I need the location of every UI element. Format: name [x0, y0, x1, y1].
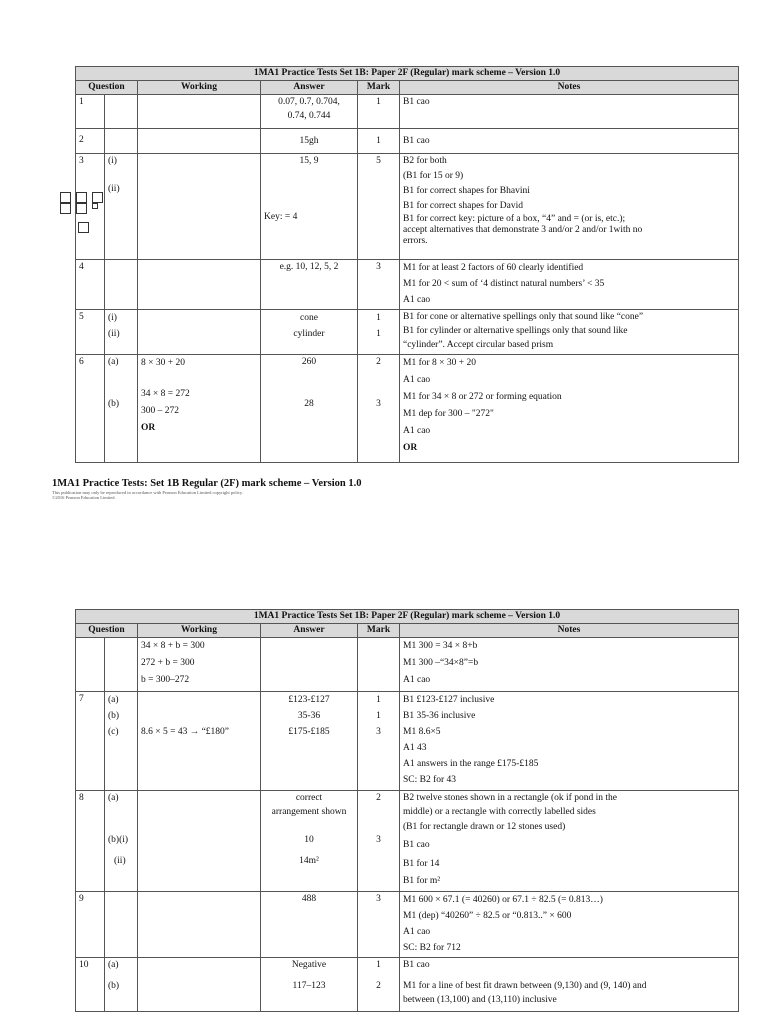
mark-cell: 3	[358, 260, 400, 310]
answer-cell: £123-£127 35-36 £175-£185	[261, 692, 358, 791]
mark-cell: 1 1 3	[358, 692, 400, 791]
sub-part-cell: (a) (b)(i) (ii)	[105, 791, 138, 892]
table-row-q3	[76, 154, 739, 260]
answer-cell: 15, 9 Key: = 4	[261, 154, 358, 260]
footer-copyright-year: ©2016 Pearson Education Limited.	[52, 495, 116, 500]
shape-box	[76, 192, 87, 203]
question-number: 5	[76, 310, 105, 355]
table-title: 1MA1 Practice Tests Set 1B: Paper 2F (Regular) mark scheme – Version 1.0	[76, 610, 739, 624]
answer-cell: Negative 117–123	[261, 958, 358, 1012]
answer-cell: correct arrangement shown 10 14m²	[261, 791, 358, 892]
sub-part-cell: (i) (ii)	[105, 154, 138, 260]
notes-cell: B1 for cone or alternative spellings only that sound like “cone” B1 for cylinder or alternative spellings only that sound like “cylinder”. Accept circular based prism	[400, 310, 739, 355]
notes-cell: M1 300 = 34 × 8+b M1 300 –“34×8”=b A1 cao	[400, 638, 739, 692]
mark-cell: 1 1	[358, 310, 400, 355]
table-row-q6	[76, 355, 739, 463]
sub-part-cell: (i) (ii)	[105, 310, 138, 355]
question-number: 7	[76, 692, 105, 791]
mark-cell: 3	[358, 892, 400, 958]
notes-cell: M1 600 × 67.1 (= 40260) or 67.1 ÷ 82.5 (= 0.813…) M1 (dep) “40260” ÷ 82.5 or “0.813..” × 600 A1 cao SC: B2 for 712	[400, 892, 739, 958]
answer-cell: 260 28	[261, 355, 358, 463]
table-header-row	[76, 81, 739, 95]
question-number: 1	[76, 95, 105, 129]
question-number: 4	[76, 260, 105, 310]
table-row-q7	[76, 692, 739, 791]
question-number: 9	[76, 892, 105, 958]
sub-part-cell: (a) (b)	[105, 958, 138, 1012]
header-working: Working	[138, 81, 261, 95]
mark-scheme-table-page1	[75, 66, 739, 463]
answer-cell: cone cylinder	[261, 310, 358, 355]
answer-cell: 15gh	[261, 129, 358, 154]
working-cell: 8 × 30 + 20 34 × 8 = 272 300 – 272 OR	[138, 355, 261, 463]
mark-cell: 2 3	[358, 791, 400, 892]
shape-box	[92, 192, 103, 203]
notes-cell: M1 for 8 × 30 + 20 A1 cao M1 for 34 × 8 or 272 or forming equation M1 dep for 300 – "272" A1 cao OR	[400, 355, 739, 463]
table-row-q8	[76, 791, 739, 892]
mark-cell: 1	[358, 95, 400, 129]
question-number: 8	[76, 791, 105, 892]
answer-cell: 488	[261, 892, 358, 958]
notes-cell: B2 twelve stones shown in a rectangle (ok if pond in the middle) or a rectangle with correctly labelled sides (B1 for rectangle drawn or 12 stones used) B1 cao B1 for 14 B1 for m²	[400, 791, 739, 892]
key-box	[78, 222, 89, 233]
working-cell: 8.6 × 5 = 43 → “£180”	[138, 692, 261, 791]
notes-cell: B1 cao	[400, 129, 739, 154]
notes-cell: B1 £123-£127 inclusive B1 35-36 inclusive M1 8.6×5 A1 43 A1 answers in the range £175-£185 SC: B2 for 43	[400, 692, 739, 791]
question-number: 10	[76, 958, 105, 1012]
sub-part-cell: (a) (b) (c)	[105, 692, 138, 791]
shape-box	[92, 203, 98, 209]
notes-cell: B2 for both (B1 for 15 or 9) B1 for correct shapes for Bhavini B1 for correct shapes for David B1 for correct key: picture of a box, “4” and = (or is, etc.); accept alternatives that demonstrate 3 and/or 2 and/or 1with no errors.	[400, 154, 739, 260]
header-question: Question	[76, 81, 138, 95]
mark-scheme-table-page2	[75, 609, 739, 1012]
table-header-row	[76, 624, 739, 638]
sub-part-cell: (a) (b)	[105, 355, 138, 463]
footer-title: 1MA1 Practice Tests: Set 1B Regular (2F) mark scheme – Version 1.0	[52, 478, 362, 489]
header-notes: Notes	[400, 81, 739, 95]
header-answer: Answer	[261, 81, 358, 95]
header-mark: Mark	[358, 81, 400, 95]
question-number: 6	[76, 355, 105, 463]
table-row-q4	[76, 260, 739, 310]
table-row-q10	[76, 958, 739, 1012]
table-title-row	[76, 610, 739, 624]
table-row-q1	[76, 95, 739, 129]
header-answer: Answer	[261, 624, 358, 638]
question-number: 3	[76, 154, 105, 260]
header-question: Question	[76, 624, 138, 638]
header-working: Working	[138, 624, 261, 638]
shape-box	[76, 203, 87, 214]
header-notes: Notes	[400, 624, 739, 638]
notes-cell: B1 cao M1 for a line of best fit drawn between (9,130) and (9, 140) and between (13,100) and (13,110) inclusive	[400, 958, 739, 1012]
answer-cell: e.g. 10, 12, 5, 2	[261, 260, 358, 310]
notes-cell: B1 cao	[400, 95, 739, 129]
header-mark: Mark	[358, 624, 400, 638]
notes-cell: M1 for at least 2 factors of 60 clearly identified M1 for 20 < sum of ‘4 distinct natural numbers’ < 35 A1 cao	[400, 260, 739, 310]
answer-cell: 0.07, 0.7, 0.704, 0.74, 0.744	[261, 95, 358, 129]
shape-box	[60, 203, 71, 214]
footer-copyright-note: This publication may only be reproduced in accordance with Pearson Education Limited copyright policy.	[52, 490, 243, 495]
mark-cell: 2 3	[358, 355, 400, 463]
table-row-q2	[76, 129, 739, 154]
mark-cell: 1	[358, 129, 400, 154]
mark-cell: 5	[358, 154, 400, 260]
working-cell: 34 × 8 + b = 300 272 + b = 300 b = 300–272	[138, 638, 261, 692]
question-number: 2	[76, 129, 105, 154]
mark-cell: 1 2	[358, 958, 400, 1012]
table-title-row	[76, 67, 739, 81]
table-row-q6-continued	[76, 638, 739, 692]
table-row-q9	[76, 892, 739, 958]
table-title: 1MA1 Practice Tests Set 1B: Paper 2F (Regular) mark scheme – Version 1.0	[76, 67, 739, 81]
shape-box	[60, 192, 71, 203]
table-row-q5	[76, 310, 739, 355]
